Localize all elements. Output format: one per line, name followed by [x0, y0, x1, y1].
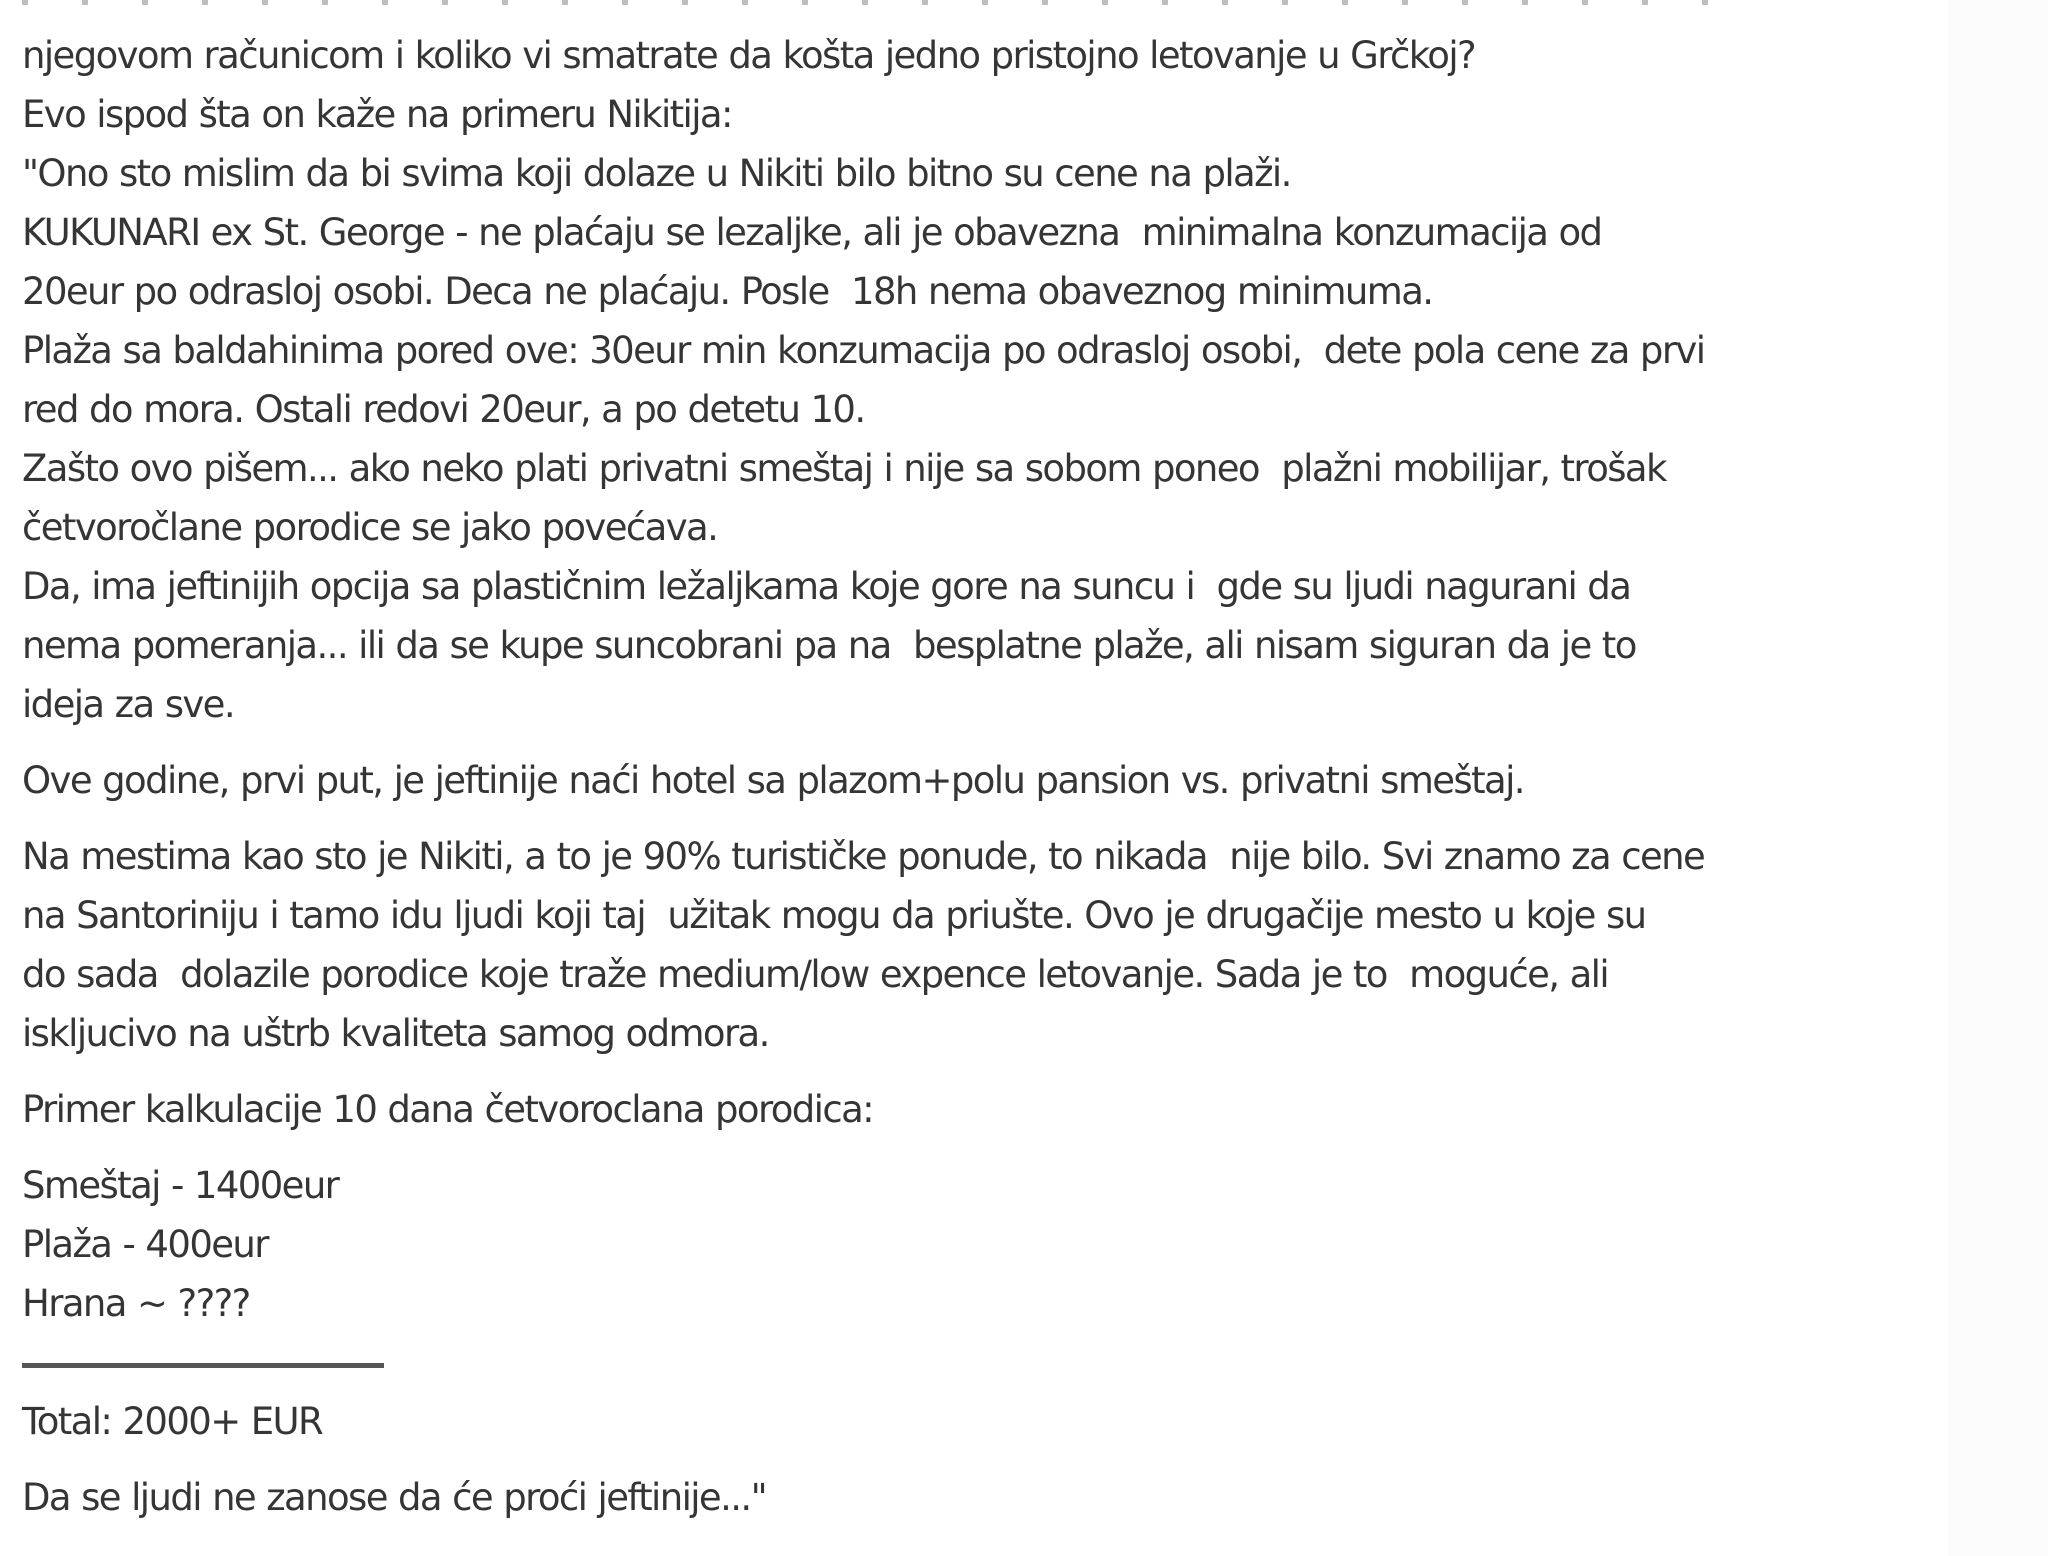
text-line: red do mora. Ostali redovi 20eur, a po detetu 10. — [22, 388, 865, 431]
total-divider — [22, 1333, 1942, 1392]
paragraph-spacing — [22, 1139, 1942, 1156]
text-line: Plaža sa baldahinima pored ove: 30eur min konzumacija po odrasloj osobi, dete pola cene za prvi — [22, 329, 1705, 372]
text-line: Zašto ovo pišem... ako neko plati privatni smeštaj i nije sa sobom poneo plažni mobilijar, trošak — [22, 447, 1666, 490]
text-line: na Santoriniju i tamo idu ljudi koji taj užitak mogu da priušte. Ovo je drugačije mesto u koje su — [22, 894, 1646, 937]
calculation-item-beach: Plaža - 400eur — [22, 1223, 268, 1266]
calculation-list — [22, 1156, 1942, 1333]
paragraph-spacing — [22, 734, 1942, 751]
calculation-intro: Primer kalkulacije 10 dana četvoroclana porodica: — [22, 1088, 874, 1131]
text-line: njegovom računicom i koliko vi smatrate da košta jedno pristojno letovanje u Grčkoj? — [22, 34, 1476, 77]
text-line: do sada dolazile porodice koje traže medium/low expence letovanje. Sada je to moguće, ali — [22, 953, 1609, 996]
text-line: iskljucivo na uštrb kvaliteta samog odmora. — [22, 1012, 769, 1055]
paragraph-nikiti — [22, 827, 1942, 1063]
cropped-text-fragment — [22, 0, 1722, 5]
paragraph-hotel-note: Ove godine, prvi put, je jeftinije naći hotel sa plazom+polu pansion vs. privatni smeštaj. — [22, 759, 1524, 802]
text-line: ideja za sve. — [22, 683, 234, 726]
right-margin-strip — [1948, 0, 2048, 1556]
text-line: Evo ispod šta on kaže na primeru Nikitija: — [22, 93, 732, 136]
closing-remark: Da se ljudi ne zanose da će proći jeftinije..." — [22, 1476, 767, 1519]
paragraph-spacing — [22, 1451, 1942, 1468]
paragraph-spacing — [22, 810, 1942, 827]
text-line: "Ono sto mislim da bi svima koji dolaze u Nikiti bilo bitno su cene na plaži. — [22, 152, 1291, 195]
calculation-item-food: Hrana ~ ???? — [22, 1282, 250, 1325]
text-line: 20eur po odrasloj osobi. Deca ne plaćaju. Posle 18h nema obaveznog minimuma. — [22, 270, 1433, 313]
text-line: Na mestima kao sto je Nikiti, a to je 90% turističke ponude, to nikada nije bilo. Svi znamo za cene — [22, 835, 1705, 878]
post-body — [22, 0, 1942, 1527]
calculation-total: Total: 2000+ EUR — [22, 1400, 323, 1443]
text-line: nema pomeranja... ili da se kupe suncobrani pa na besplatne plaže, ali nisam siguran da je to — [22, 624, 1636, 667]
cropped-top-line — [22, 0, 1942, 26]
paragraph-spacing — [22, 1063, 1942, 1080]
text-line: KUKUNARI ex St. George - ne plaćaju se lezaljke, ali je obavezna minimalna konzumacija od — [22, 211, 1602, 254]
paragraph-intro — [22, 26, 1942, 734]
calculation-item-accommodation: Smeštaj - 1400eur — [22, 1164, 339, 1207]
divider-rule — [22, 1363, 384, 1368]
text-line: četvoročlane porodice se jako povećava. — [22, 506, 718, 549]
text-line: Da, ima jeftinijih opcija sa plastičnim ležaljkama koje gore na suncu i gde su ljudi nagurani da — [22, 565, 1631, 608]
